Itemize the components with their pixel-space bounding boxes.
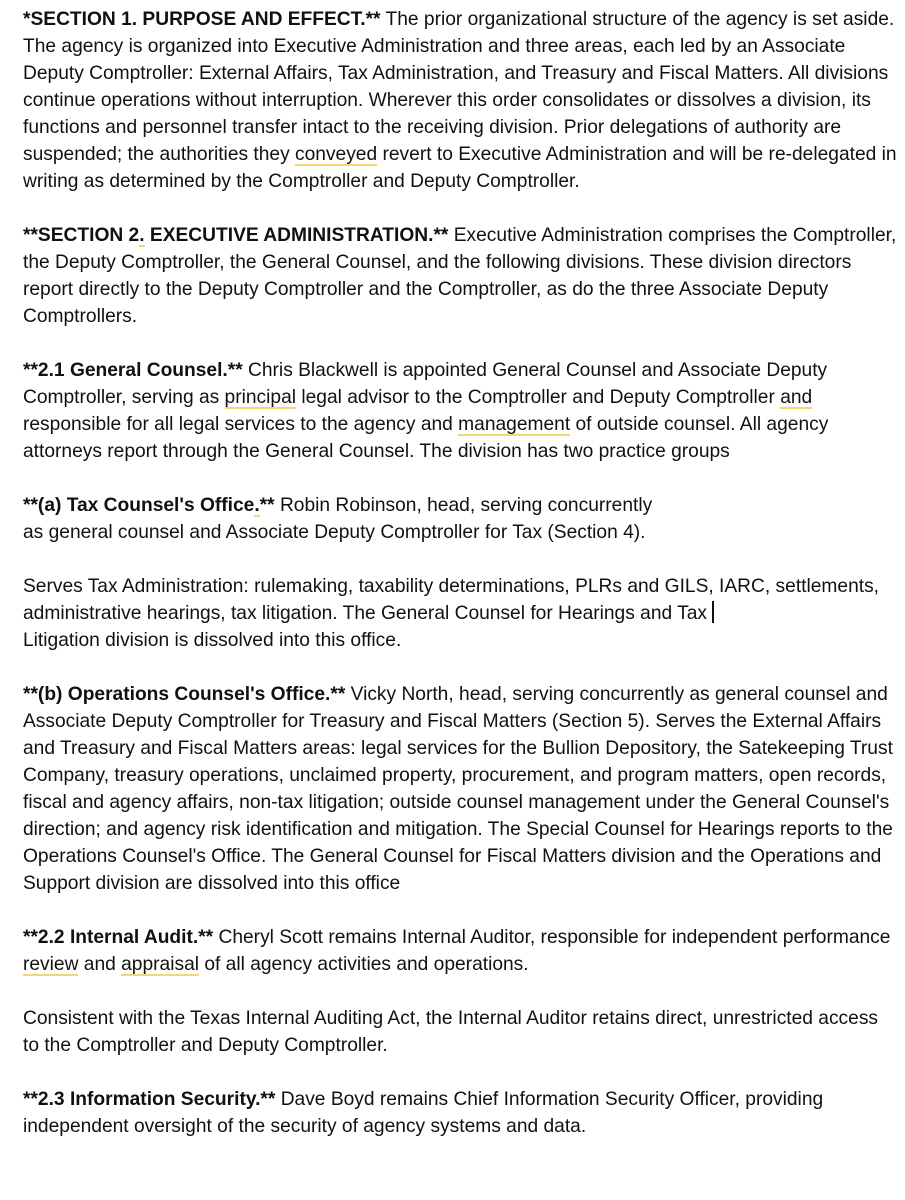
section-2-3-text: Dave Boyd remains Chief Information Security Officer, providing independent oversight of the security of agency systems and data. [23,1089,824,1137]
flagged-word-conveyed[interactable]: conveyed [295,144,378,165]
section-2-1-text-b: legal advisor to the Comptroller and Deputy Comptroller [296,387,781,408]
flagged-period-section-2[interactable]: . [139,225,145,246]
section-2-2-paragraph [23,924,898,978]
section-2-1-heading: **2.1 General Counsel.** [23,360,243,381]
section-2-1-text-d: of outside counsel. All agency attorneys report through the General Counsel. The division has two practice groups [23,414,829,462]
section-1-paragraph [23,6,898,195]
section-2-2-heading: **2.2 Internal Audit.** [23,927,214,948]
section-2-3-heading: **2.3 Information Security.** [23,1089,276,1110]
section-2-1a-serves-end: Litigation division is dissolved into this office. [23,630,402,651]
section-2-3-paragraph [23,1086,898,1140]
section-2-1-text-c: responsible for all legal services to the agency and [23,414,459,435]
section-2-heading-part-2: EXECUTIVE ADMINISTRATION.** [144,225,449,246]
section-2-1a-heading [23,495,275,517]
section-2-1a-heading-part-2: ** [259,495,275,516]
section-2-1a-serves-text: Serves Tax Administration: rulemaking, taxability determinations, PLRs and GILS, IARC, settlements, administrative hearings, tax litigation. The General Counsel for Hearings and Tax [23,576,879,624]
section-2-2-text-b: and [78,954,122,975]
flagged-word-principal[interactable]: principal [224,387,297,408]
section-2-2-para-2-text: Consistent with the Texas Internal Auditing Act, the Internal Auditor retains direct, unrestricted access to the Comptroller and Deputy Comptroller. [23,1008,879,1056]
section-2-1-paragraph [23,357,898,465]
section-2-2-text: Cheryl Scott remains Internal Auditor, responsible for independent performance [213,927,891,948]
flagged-word-and[interactable]: and [780,387,813,408]
section-2-1a-line-1: Robin Robinson, head, serving concurrently [274,495,653,516]
section-2-paragraph [23,222,898,330]
section-2-1b-heading: **(b) Operations Counsel's Office.** [23,684,346,705]
section-2-1a-serves-paragraph [23,573,898,654]
document-body[interactable] [23,6,898,1140]
flagged-word-review[interactable]: review [23,954,79,975]
section-2-heading-part: **SECTION 2 [23,225,140,246]
section-2-1a-line-2: as general counsel and Associate Deputy Comptroller for Tax (Section 4). [23,522,646,543]
text-cursor [712,601,714,623]
section-2-text: Executive Administration comprises the Comptroller, the Deputy Comptroller, the General Counsel, and the following divisions. These division directors report directly to the Deputy Comptroller and the Comptroller, as do the three Associate Deputy Comptrollers. [23,225,897,327]
section-1-text-cont: revert to Executive Administration and will be re-delegated in writing as determined by the Comptroller and Deputy Comptroller. [23,144,897,192]
flagged-period-tax-counsel[interactable]: . [254,495,260,516]
section-2-1a-paragraph [23,492,898,546]
section-1-heading: *SECTION 1. PURPOSE AND EFFECT.** [23,9,381,30]
section-2-2-paragraph-2 [23,1005,898,1059]
section-2-1a-heading-part: **(a) Tax Counsel's Office [23,495,255,516]
section-2-1b-paragraph [23,681,898,897]
section-2-heading [23,225,448,247]
flagged-word-management[interactable]: management [458,414,571,435]
section-2-1-text: Chris Blackwell is appointed General Counsel and Associate Deputy Comptroller, serving as [23,360,828,408]
flagged-word-appraisal[interactable]: appraisal [121,954,200,975]
section-2-1b-text: Vicky North, head, serving concurrently as general counsel and Associate Deputy Comptroller for Treasury and Fiscal Matters (Section 5). Serves the External Affairs and Treasury and Fiscal Matters areas: legal services for the Bullion Depository, the Satekeeping Trust Company, treasury operations, unclaimed property, procurement, and program matters, open records, fiscal and agency affairs, non-tax litigation; outside counsel management under the General Counsel's direction; and agency risk identification and mitigation. The Special Counsel for Hearings reports to the Operations Counsel's Office. The General Counsel for Fiscal Matters division and the Operations and Support division are dissolved into this office [23,684,893,894]
section-1-text: The prior organizational structure of the agency is set aside. The agency is organized into Executive Administration and three areas, each led by an Associate Deputy Comptroller: External Affairs, Tax Administration, and Treasury and Fiscal Matters. All divisions continue operations without interruption. Wherever this order consolidates or dissolves a division, its functions and personnel transfer intact to the receiving division. Prior delegations of authority are suspended; the authorities they [23,9,895,165]
section-2-2-text-c: of all agency activities and operations. [199,954,529,975]
